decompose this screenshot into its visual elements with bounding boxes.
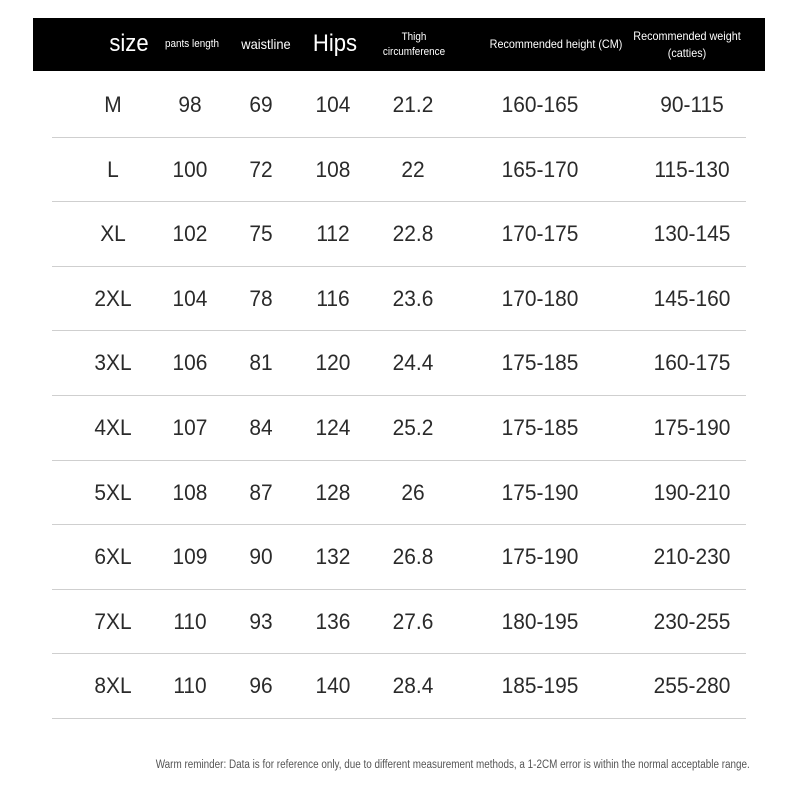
cell-height: 170-180 <box>501 285 579 311</box>
row-divider <box>52 718 746 719</box>
header-pants-length: pants length <box>165 38 219 51</box>
cell-height: 175-185 <box>501 350 579 376</box>
table-row <box>0 202 800 267</box>
cell-waistline: 78 <box>249 285 273 311</box>
cell-height: 175-190 <box>501 544 579 570</box>
cell-hips: 140 <box>315 673 351 699</box>
cell-size: 3XL <box>94 350 132 376</box>
warm-reminder-text: Warm reminder: Data is for reference only, due to different measurement methods, a 1-2CM error is within the normal acceptable range. <box>155 759 750 771</box>
cell-pants-length: 106 <box>172 350 208 376</box>
cell-thigh: 27.6 <box>392 608 434 634</box>
table-row <box>0 461 800 526</box>
cell-weight: 130-145 <box>653 221 731 247</box>
cell-thigh: 23.6 <box>392 285 434 311</box>
cell-pants-length: 110 <box>173 673 207 699</box>
header-weight <box>626 18 748 71</box>
header-thigh-line1: Thigh <box>401 30 427 43</box>
cell-size: XL <box>100 221 126 247</box>
header-weight-line1: Recommended weight <box>633 29 741 44</box>
cell-hips: 108 <box>315 156 351 182</box>
cell-pants-length: 104 <box>172 285 208 311</box>
cell-waistline: 69 <box>249 92 273 117</box>
cell-size: L <box>107 156 119 182</box>
header-thigh-line2: circumference <box>382 45 446 58</box>
cell-thigh: 22.8 <box>392 221 434 247</box>
table-row <box>0 331 800 396</box>
cell-hips: 124 <box>315 415 351 440</box>
cell-height: 165-170 <box>501 156 579 182</box>
cell-pants-length: 110 <box>173 608 207 634</box>
cell-hips: 104 <box>315 92 351 117</box>
cell-weight: 255-280 <box>653 673 731 699</box>
cell-height: 170-175 <box>501 221 579 247</box>
cell-pants-length: 108 <box>172 479 208 505</box>
cell-thigh: 24.4 <box>392 350 434 376</box>
cell-hips: 120 <box>315 350 351 376</box>
table-row <box>0 396 800 461</box>
table-row <box>0 73 800 138</box>
warm-reminder <box>0 752 800 778</box>
header-size: size <box>109 30 149 58</box>
cell-size: 4XL <box>94 415 132 440</box>
cell-thigh: 26 <box>401 479 425 505</box>
cell-height: 185-195 <box>501 673 579 699</box>
cell-hips: 128 <box>315 479 351 505</box>
cell-weight: 145-160 <box>653 285 731 311</box>
cell-height: 175-190 <box>501 479 579 505</box>
table-header <box>33 18 765 71</box>
cell-weight: 115-130 <box>654 156 730 182</box>
cell-weight: 175-190 <box>653 415 731 440</box>
cell-hips: 112 <box>316 221 350 247</box>
cell-weight: 210-230 <box>653 544 731 570</box>
cell-size: 6XL <box>94 544 132 570</box>
header-thigh <box>374 18 453 71</box>
table-row <box>0 654 800 719</box>
cell-size: 2XL <box>94 285 132 311</box>
cell-waistline: 90 <box>249 544 273 570</box>
cell-thigh: 21.2 <box>392 92 434 117</box>
cell-pants-length: 98 <box>178 92 202 117</box>
cell-size: 7XL <box>94 608 132 634</box>
cell-thigh: 25.2 <box>392 415 434 440</box>
table-row <box>0 525 800 590</box>
cell-pants-length: 109 <box>172 544 208 570</box>
cell-weight: 190-210 <box>653 479 731 505</box>
cell-size: 5XL <box>94 479 132 505</box>
cell-hips: 116 <box>316 285 350 311</box>
cell-height: 180-195 <box>501 608 579 634</box>
cell-thigh: 26.8 <box>392 544 434 570</box>
cell-pants-length: 102 <box>172 221 208 247</box>
table-row <box>0 590 800 655</box>
cell-waistline: 72 <box>249 156 273 182</box>
header-height: Recommended height (CM) <box>489 37 623 52</box>
cell-height: 175-185 <box>501 415 579 440</box>
cell-thigh: 28.4 <box>392 673 434 699</box>
header-hips: Hips <box>312 30 358 58</box>
cell-pants-length: 107 <box>172 415 208 440</box>
cell-waistline: 93 <box>249 608 273 634</box>
cell-hips: 132 <box>315 544 351 570</box>
cell-weight: 160-175 <box>653 350 731 376</box>
cell-size: 8XL <box>94 673 132 699</box>
table-row <box>0 138 800 203</box>
cell-waistline: 87 <box>249 479 273 505</box>
header-waistline: waistline <box>241 36 291 53</box>
header-weight-line2: (catties) <box>667 45 707 60</box>
cell-waistline: 96 <box>249 673 273 699</box>
cell-waistline: 84 <box>249 415 273 440</box>
table-row <box>0 267 800 332</box>
cell-weight: 90-115 <box>660 92 724 117</box>
cell-weight: 230-255 <box>653 608 731 634</box>
cell-height: 160-165 <box>501 92 579 117</box>
cell-size: M <box>104 92 122 117</box>
cell-waistline: 75 <box>249 221 273 247</box>
cell-hips: 136 <box>315 608 351 634</box>
cell-waistline: 81 <box>249 350 273 376</box>
cell-pants-length: 100 <box>172 156 208 182</box>
cell-thigh: 22 <box>401 156 425 182</box>
